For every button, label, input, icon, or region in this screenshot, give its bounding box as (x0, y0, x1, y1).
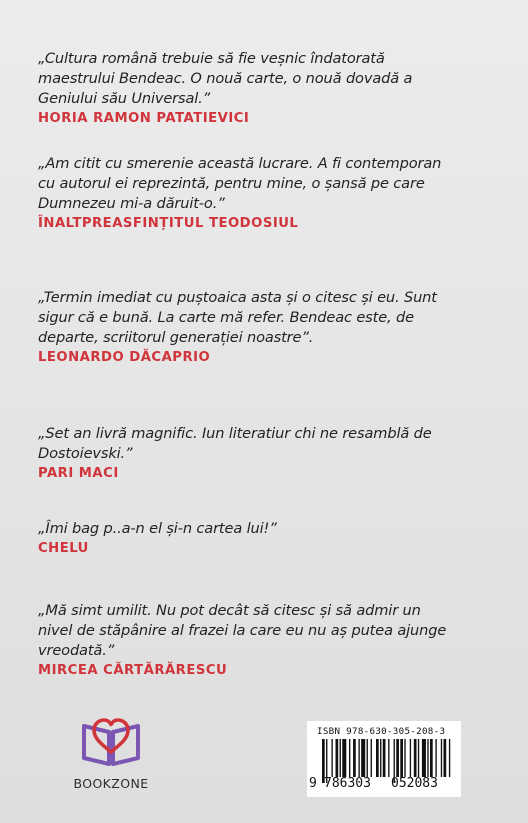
barcode-bar (353, 739, 356, 777)
barcode-bar (410, 739, 411, 777)
quote-author: LEONARDO DĂCAPRIO (38, 350, 211, 365)
quote-author: MIRCEA CĂRTĂRĂRESCU (38, 663, 228, 678)
quote-block (38, 519, 488, 559)
quote-text: „Îmi bag p..a-n el și-n cartea lui!” (38, 520, 277, 537)
barcode-bar (396, 739, 399, 777)
barcode-bar (380, 739, 381, 777)
quote-author: PARI MACI (38, 466, 119, 481)
barcode-bar (331, 739, 332, 777)
barcode-bar (340, 739, 341, 777)
quote-text: „Set an livră magnific. Iun literatiur chi ne resamblă de Dostoievski.” (38, 425, 432, 462)
barcode-bar (430, 739, 433, 777)
barcode-bar (444, 739, 447, 777)
barcode-bar (342, 739, 346, 777)
barcode-digit-lead: 9 (309, 776, 317, 791)
barcode-bar (418, 739, 419, 777)
quote-author: CHELU (38, 541, 89, 556)
isbn-label: ISBN 978-630-305-208-3 (317, 726, 446, 737)
barcode-bar (349, 739, 350, 777)
quote-block (38, 288, 488, 368)
quote-text: „Termin imediat cu puștoaica asta și o citesc și eu. Sunt sigur că e bună. La carte mă refer. Bendeac este, de departe, scriitorul generației noastre”. (38, 289, 437, 346)
barcode-bar (414, 739, 417, 777)
barcode-bar (361, 739, 365, 777)
quote-author: ÎNALTPREASFINȚITUL TEODOSIUL (38, 216, 299, 231)
heart-book-icon (78, 712, 144, 770)
quote-author: HORIA RAMON PATATIEVICI (38, 111, 250, 126)
quote-text: „Am citit cu smerenie această lucrare. A fi contemporan cu autorul ei reprezintă, pentru mine, o șansă pe care Dumnezeu mi-a dăruit-o.” (38, 155, 442, 212)
barcode-bar (427, 739, 428, 777)
publisher-name: BOOKZONE (73, 776, 149, 791)
barcode-bar (358, 739, 359, 777)
quote-block (38, 424, 488, 484)
barcode-digit-group1: 786303 (324, 776, 371, 791)
barcode-bar (376, 739, 379, 777)
barcode-bar (336, 739, 339, 777)
quote-text: „Mă simt umilit. Nu pot decât să citesc și să admir un nivel de stăpânire al frazei la care eu nu aș putea ajunge vreodată.” (38, 602, 447, 659)
quote-text: „Cultura română trebuie să fie veșnic îndatorată maestrului Bendeac. O nouă carte, o nouă dovadă a Geniului său Universal.” (38, 50, 413, 107)
publisher-logo (66, 712, 156, 802)
barcode-bar (435, 739, 436, 777)
barcode-bar (404, 739, 405, 777)
barcode-bar (400, 739, 403, 777)
barcode-bar (449, 739, 450, 777)
barcode-bar (371, 739, 372, 777)
quote-block (38, 154, 488, 234)
barcode-digit-group2: 052083 (391, 776, 438, 791)
quote-block (38, 49, 488, 129)
barcode-bar (383, 739, 386, 777)
barcode-bar (367, 739, 368, 777)
quote-block (38, 601, 488, 681)
barcode-bar (441, 739, 442, 777)
barcode-bar (388, 739, 389, 777)
barcode-bar (422, 739, 426, 777)
isbn-barcode (307, 721, 461, 797)
